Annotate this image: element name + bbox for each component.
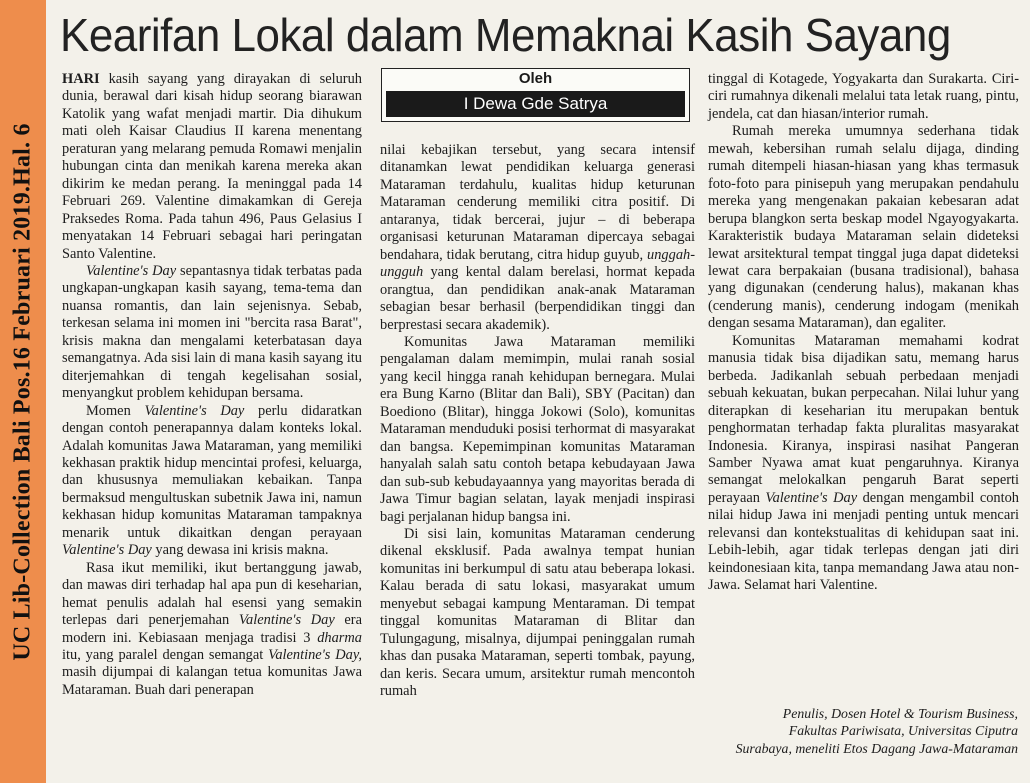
paragraph-text: yang kental dalam berelasi, hormat kepada orangtua, dan pendidikan anak-anak Mataraman sebagian besar berhasil (berpendidikan tinggi dan berprestasi secara akademik). [380, 264, 695, 333]
paragraph-text: itu, yang paralel dengan semangat [62, 646, 264, 663]
paragraph-4 [62, 560, 362, 700]
paragraph-6: Komunitas Jawa Mataraman memiliki pengalaman dalam memimpin, mulai ranah sosial yang kecil hingga ranah kehidupan bernegara. Mulai era Bung Karno (Blitar dan Bali), SBY (Pacitan) dan Boediono (Blitar), hingga Jokowi (Solo), komunitas Mataraman menduduki posisi terhormat di masyarakat dan bangsa. Kepemimpinan komunitas Mataraman hanyalah salah satu contoh betapa kebudayaan Jawa dan sub-sub kebudayaannya yang mayoritas berada di Jawa Timur bagian selatan, layak menjadi inspirasi bagi perjalanan hidup bangsa ini. [380, 333, 695, 525]
paragraph-text: era modern ini. Kebiasaan menjaga tradisi 3 [62, 612, 362, 646]
paragraph-5 [380, 142, 695, 334]
lead-word: HARI [62, 71, 100, 87]
article-column-2 [380, 142, 695, 701]
emphasis: Valentine's Day [144, 402, 245, 419]
emphasis: dharma [317, 629, 362, 646]
article-headline: Kearifan Lokal dalam Memaknai Kasih Sayang [60, 9, 951, 61]
paragraph-8: tinggal di Kotagede, Yogyakarta dan Surakarta. Ciri-ciri rumahnya dikenali melalui tata letak ruang, pintu, jendela, cat dan hiasan/interior rumah. [708, 71, 1019, 122]
paragraph-7: Di sisi lain, komunitas Mataraman cenderung dikenal eksklusif. Pada awalnya tempat hunian komunitas ini berkumpul di satu atau beberapa lokasi. Kalau berada di satu lokasi, masyarakat umum menyebut sebagai kampung Mentaraman. Di tempat tinggal komunitas Mataraman di Blitar dan Tulungagung, misalnya, dijumpai peninggalan rumah khas dan pusaka Mataraman, seperti tombak, payung, dan keris. Secara umum, arsitektur rumah mencontoh rumah [380, 525, 695, 700]
paragraph-text: Rasa ikut memiliki, ikut bertanggung jawab, dan mawas diri terhadap hal apa pun di keseharian, hemat penulis adalah hal esensi yang semakin terlepas dari penerjemahan [62, 559, 362, 629]
paragraph-10 [708, 333, 1019, 595]
paragraph-9: Rumah mereka umumnya sederhana tidak mewah, kebersihan rumah selalu dijaga, dinding rumah ditempeli hiasan-hiasan yang khas termasuk foto-foto para pinisepuh yang merupakan pendahulu mereka yang mengenakan pakaian kebesaran adat berupa blangkon serta beskap model Ngayogyakarta. Karakteristik budaya Mataraman selain dideteksi lewat arsitektural tempat tinggal juga dapat dideteksi lewat cara berpakaian (busana tradisional), bahasa yang digunakan (cenderung halus), makanan khas (cenderung manis), cenderung indogam (menikah dengan sesama Mataraman), dan egaliter. [708, 123, 1019, 332]
byline-author: I Dewa Gde Satrya [386, 91, 685, 117]
paragraph-text: Komunitas Mataraman memahami kodrat manusia tidak bisa dijadikan satu, memang harus berbeda. Jadikanlah sebuah perbedaan menjadi sebuah kekuatan, bukan perpecahan. Nilai luhur yang diterapkan di keseharian itu merupakan bentuk penghormatan terhadap fakta pluralitas masyarakat Indonesia. Kiranya, inspirasi nasihat Pangeran Samber Nyawa amat kuat pengaruhnya. Kiranya semangat melokalkan pengaruh Barat seperti perayaan [708, 332, 1019, 506]
article-column-3 [708, 71, 1019, 595]
archive-source-label: UC Lib-Collection Bali Pos.16 Februari 2019.Hal. 6 [9, 123, 36, 661]
emphasis: Valentine's Day, [268, 646, 363, 663]
article-column-1 [62, 71, 362, 699]
emphasis: Valentine's Day [238, 612, 335, 629]
paragraph-1 [62, 71, 362, 263]
paragraph-text: kasih sayang yang dirayakan di seluruh dunia, berawal dari kisah hidup seorang biarawan Katolik yang wafat menjadi martir. Dia dihukum mati oleh Kaisar Claudius II karena menentang peraturan yang melarang pemuda Romawi menjalin hubungan cinta dan menikah karena mereka akan dikirim ke medan perang. Ia meninggal pada 14 Februari 269. Valentine dimakamkan di Gereja Praksedes Roma. Pada tahun 496, Paus Gelasius I menyatakan 14 Februari sebagai hari peringatan Santo Valentine. [62, 71, 362, 262]
paragraph-text: nilai kebajikan tersebut, yang secara intensif ditanamkan lewat pendidikan keluarga generasi Mataraman terdahulu, kualitas hidup keturunan Mataraman cenderung memiliki citra positif. Di antaranya, tidak bercerai, jujur – di beberapa organisasi keturunan Mataraman dipercaya sebagai bendahara, tidak berutang, citra hidup guyub, [380, 142, 695, 263]
archive-side-strip [0, 0, 46, 783]
emphasis: Valentine's Day [62, 542, 152, 559]
byline-label: Oleh [518, 70, 553, 87]
paragraph-text: masih dijumpai di kalangan tetua komunitas Jawa Mataraman. Buah dari penerapan [62, 664, 362, 698]
author-note: Penulis, Dosen Hotel & Tourism Business, Fakultas Pariwisata, Universitas Ciputra Surabaya, meneliti Etos Dagang Jawa-Mataraman [735, 706, 1018, 756]
emphasis: Valentine's Day [86, 262, 177, 279]
emphasis: Valentine's Day [765, 489, 858, 506]
emphasis: unggah-ungguh [380, 246, 695, 281]
paragraph-text: perlu didaratkan dengan contoh penerapannya dalam konteks lokal. Adalah komunitas Jawa Mataraman, yang memiliki kekhasan praktik hidup mencintai profesi, keluarga, dan khususnya memuliakan kebaikan. Tanpa bermaksud mengultuskan subetnik Jawa ini, namun kekhasan hidup komunitas Mataraman tampaknya menarik untuk dikaitkan dengan perayaan [62, 402, 362, 541]
paragraph-text: Momen [86, 402, 131, 419]
byline-box [381, 68, 690, 122]
paragraph-text: dengan mengambil contoh nilai hidup Jawa ini menjadi penting untuk mencari relevansi dan kontekstualitas di kehidupan saat ini. Lebih-lebih, agar tidak terlepas dengan jati diri keindonesiaan kita, tanpa memandang Jawa atau non-Jawa. Selamat hari Valentine. [708, 489, 1019, 594]
paragraph-text: sepantasnya tidak terbatas pada ungkapan-ungkapan kasih sayang, tema-tema dan nuansa romantis, dan lain sejenisnya. Sebab, terkesan selama ini momen ini "bercita rasa Barat", krisis makna dan mengalami keterbatasan daya semangatnya. Ada sisi lain di mana kasih sayang itu diterjemahkan di tengah kegelisahan sosial, menyangkut problem kehidupan bersama. [62, 262, 362, 402]
paragraph-2 [62, 263, 362, 403]
paragraph-text: yang dewasa ini krisis makna. [155, 542, 329, 559]
paragraph-3 [62, 403, 362, 560]
